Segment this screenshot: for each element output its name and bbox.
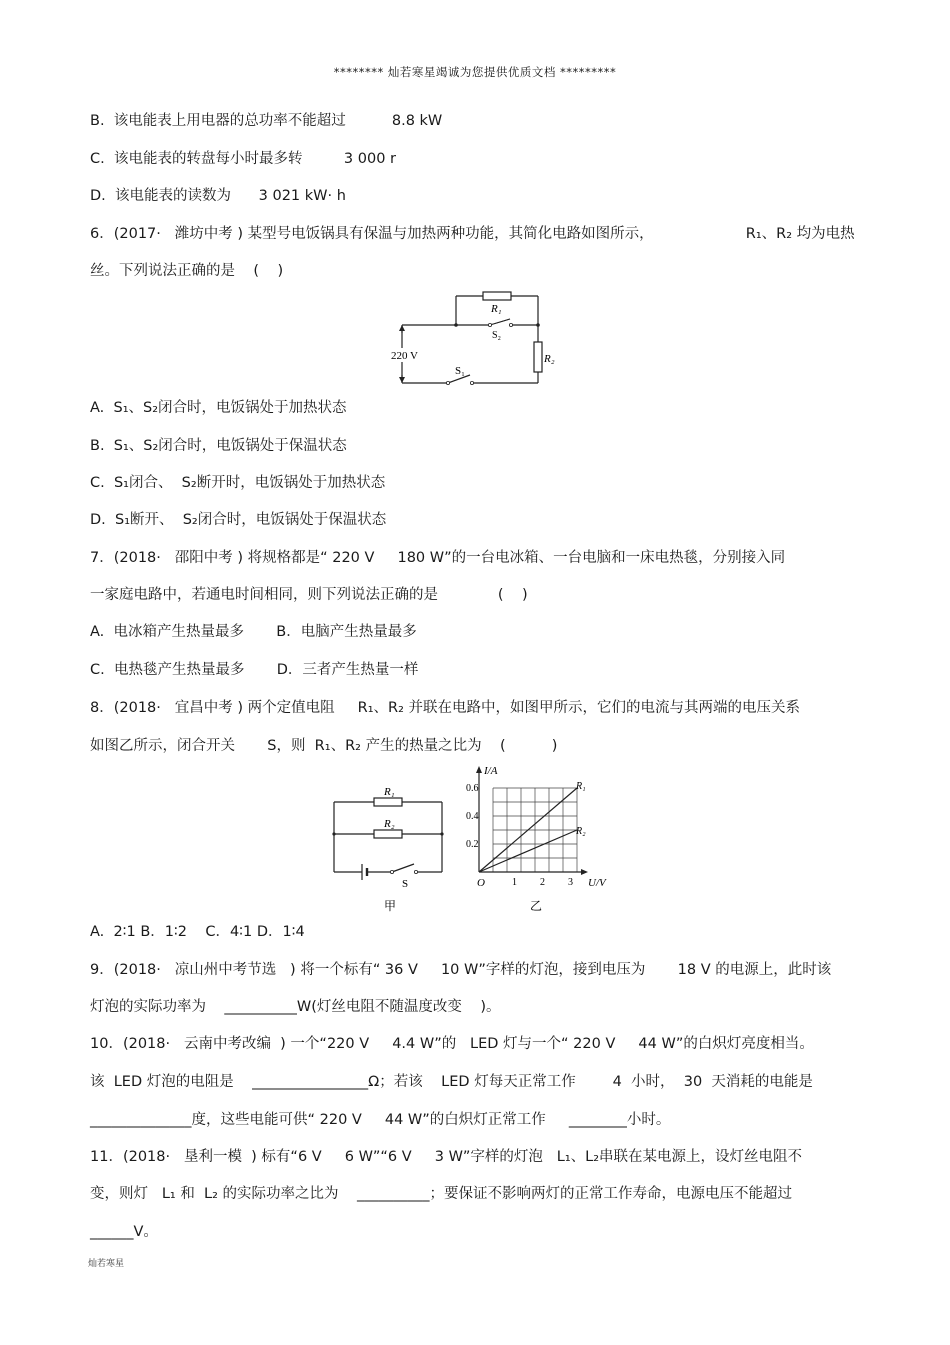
- caption-yi: 乙: [530, 899, 543, 913]
- text-line: ______________度，这些电能可供“ 220 V 44 W”的白炽灯正常工作 ________小时。: [90, 1112, 671, 1128]
- text-line: A. 2∶1 B．1∶2 C．4∶1 D．1∶4: [90, 924, 305, 940]
- x-axis-label: U/V: [588, 877, 606, 889]
- circuit-diagram-q8-jia: [330, 784, 450, 914]
- text-line: 10．(2018· 云南中考改编 ) 一个“220 V 4.4 W”的 LED 灯与一个“ 220 V 44 W”的白炽灯亮度相当。: [90, 1036, 814, 1052]
- y-tick: 0.4: [466, 811, 479, 822]
- iu-graph-q8-yi: [462, 760, 622, 914]
- text-line: 如图乙所示，闭合开关 S，则 R₁、R₂ 产生的热量之比为 ( ): [90, 738, 558, 754]
- text-line: B. S₁、S₂闭合时，电饭锅处于保温状态: [90, 438, 347, 454]
- page-footer: 灿若寒星: [88, 1259, 125, 1269]
- text-line: 9．(2018· 凉山州中考节选 ) 将一个标有“ 36 V 10 W”字样的灯泡，接到电压为 18 V 的电源上，此时该: [90, 962, 832, 978]
- text-line: D. S₁断开、 S₂闭合时，电饭锅处于保温状态: [90, 512, 387, 528]
- label-s2: S₂: [492, 330, 502, 341]
- label-s: S: [402, 878, 409, 890]
- line-label-r1: R₁: [576, 781, 586, 792]
- x-tick: 3: [568, 877, 573, 888]
- text-line: 该 LED 灯泡的电阻是 ________________Ω；若该 LED 灯每天正常工作 4 小时， 30 天消耗的电能是: [90, 1074, 813, 1090]
- page-header: ******** 灿若寒星竭诚为您提供优质文档 *********: [333, 65, 617, 79]
- text-line: ______V。: [90, 1224, 158, 1240]
- label-voltage: 220 V: [391, 350, 418, 362]
- label-r1: R₁: [491, 303, 502, 315]
- text-line: 7．(2018· 邵阳中考 ) 将规格都是“ 220 V 180 W”的一台电冰箱、一台电脑和一床电热毯，分别接入同: [90, 550, 786, 566]
- caption-jia: 甲: [384, 899, 397, 913]
- y-tick: 0.6: [466, 783, 479, 794]
- text-line: 一家庭电路中，若通电时间相同，则下列说法正确的是 ( ): [90, 587, 528, 603]
- x-tick: 1: [512, 877, 517, 888]
- text-line: A. S₁、S₂闭合时，电饭锅处于加热状态: [90, 400, 347, 416]
- text-line: 丝。下列说法正确的是 ( ): [90, 263, 284, 279]
- label-r1: R₁: [384, 786, 395, 798]
- text-line: 8．(2018· 宜昌中考 ) 两个定值电阻 R₁、R₂ 并联在电路中，如图甲所示，它们的电流与其两端的电压关系: [90, 700, 801, 716]
- label-s1: S₁: [455, 365, 465, 377]
- text-line: D. 该电能表的读数为 3 021 kW· h: [90, 188, 346, 204]
- text-line: C. 该电能表的转盘每小时最多转 3 000 r: [90, 151, 397, 167]
- text-line: 11．(2018· 垦利一模 ) 标有“6 V 6 W”“6 V 3 W”字样的灯泡 L₁、L₂串联在某电源上，设灯丝电阻不: [90, 1149, 803, 1165]
- text-line: C. 电热毯产生热量最多 D．三者产生热量一样: [90, 662, 419, 678]
- line-label-r2: R₂: [576, 826, 586, 837]
- label-r2: R₂: [544, 353, 555, 365]
- text-line: B. 该电能表上用电器的总功率不能超过 8.8 kW: [90, 113, 443, 129]
- x-tick: 2: [540, 877, 545, 888]
- y-tick: 0.2: [466, 839, 479, 850]
- text-line: A. 电冰箱产生热量最多 B．电脑产生热量最多: [90, 624, 417, 640]
- text-line: C. S₁闭合、 S₂断开时，电饭锅处于加热状态: [90, 475, 386, 491]
- origin-label: O: [477, 877, 485, 889]
- text-line: 6．(2017· 潍坊中考 ) 某型号电饭锅具有保温与加热两种功能，其简化电路如图所示， R₁、R₂ 均为电热: [90, 226, 855, 242]
- text-line: 变，则灯 L₁ 和 L₂ 的实际功率之比为 __________；要保证不影响两灯的正常工作寿命，电源电压不能超过: [90, 1186, 792, 1202]
- text-line: 灯泡的实际功率为 __________W(灯丝电阻不随温度改变 )。: [90, 999, 501, 1015]
- circuit-diagram-q6: [388, 290, 558, 390]
- label-r2: R₂: [384, 818, 395, 830]
- y-axis-label: I/A: [484, 765, 498, 777]
